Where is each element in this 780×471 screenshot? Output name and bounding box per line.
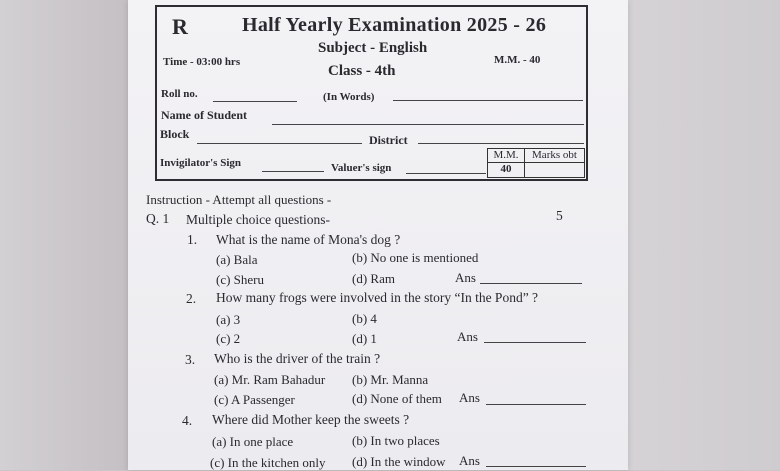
answer-line	[486, 466, 586, 467]
answer-line	[484, 342, 586, 343]
option-c: (c) Sheru	[216, 272, 265, 287]
mm-value: 40	[488, 163, 525, 177]
background-left	[0, 0, 135, 470]
section-number: Q. 1	[146, 211, 170, 226]
answer-line	[480, 283, 582, 284]
section-marks: 5	[556, 208, 563, 223]
roll-no-label: Roll no.	[161, 88, 198, 100]
in-words-label: (In Words)	[323, 91, 375, 103]
marks-obtained-header: Marks obt	[525, 149, 584, 163]
option-d: (d) None of them	[352, 391, 442, 406]
max-marks-label: M.M. - 40	[494, 54, 541, 66]
question-number: 2.	[186, 291, 197, 306]
option-c: (c) A Passenger	[214, 392, 295, 407]
question-number: 1.	[187, 232, 198, 247]
district-line	[418, 143, 584, 144]
valuer-line	[406, 173, 486, 174]
option-a: (a) Bala	[216, 252, 258, 267]
option-a: (a) Mr. Ram Bahadur	[214, 372, 326, 387]
answer-label: Ans	[455, 270, 476, 285]
subject-label: Subject - English	[318, 40, 428, 56]
option-b: (b) No one is mentioned	[352, 250, 479, 265]
question-text: What is the name of Mona's dog ?	[216, 232, 401, 247]
invigilator-line	[262, 171, 324, 172]
section-title: Multiple choice questions-	[186, 212, 330, 227]
answer-line	[486, 404, 586, 405]
time-label: Time - 03:00 hrs	[163, 56, 241, 68]
option-d: (d) Ram	[352, 271, 395, 286]
marks-obtained-value	[525, 163, 584, 177]
class-label: Class - 4th	[328, 63, 396, 79]
background-right	[620, 0, 780, 470]
option-b: (b) In two places	[352, 433, 440, 448]
block-label: Block	[160, 127, 190, 141]
question-text: Where did Mother keep the sweets ?	[212, 412, 410, 427]
answer-label: Ans	[459, 390, 480, 405]
question-number: 4.	[182, 413, 193, 428]
option-a: (a) In one place	[212, 434, 294, 449]
instruction-text: Instruction - Attempt all questions -	[146, 192, 332, 207]
student-name-line	[272, 124, 584, 125]
district-label: District	[369, 133, 408, 147]
option-c: (c) 2	[216, 331, 241, 346]
question-number: 3.	[185, 352, 196, 367]
answer-label: Ans	[459, 453, 480, 468]
option-a: (a) 3	[216, 312, 241, 327]
block-line	[197, 143, 362, 144]
mm-header: M.M.	[488, 149, 525, 163]
marks-table	[487, 148, 585, 178]
invigilator-label: Invigilator's Sign	[160, 157, 241, 169]
answer-label: Ans	[457, 329, 478, 344]
in-words-line	[393, 100, 583, 101]
option-d: (d) 1	[352, 331, 377, 346]
roll-no-line	[213, 101, 297, 102]
option-c: (c) In the kitchen only	[210, 455, 326, 470]
valuer-label: Valuer's sign	[331, 162, 392, 174]
question-text: How many frogs were involved in the story “In the Pond” ?	[216, 290, 539, 305]
option-d: (d) In the window	[352, 454, 446, 469]
student-name-label: Name of Student	[161, 108, 247, 122]
option-b: (b) Mr. Manna	[352, 372, 429, 387]
option-b: (b) 4	[352, 311, 377, 326]
series-letter: R	[172, 14, 188, 39]
question-text: Who is the driver of the train ?	[214, 351, 381, 366]
exam-title: Half Yearly Examination 2025 - 26	[242, 14, 547, 36]
